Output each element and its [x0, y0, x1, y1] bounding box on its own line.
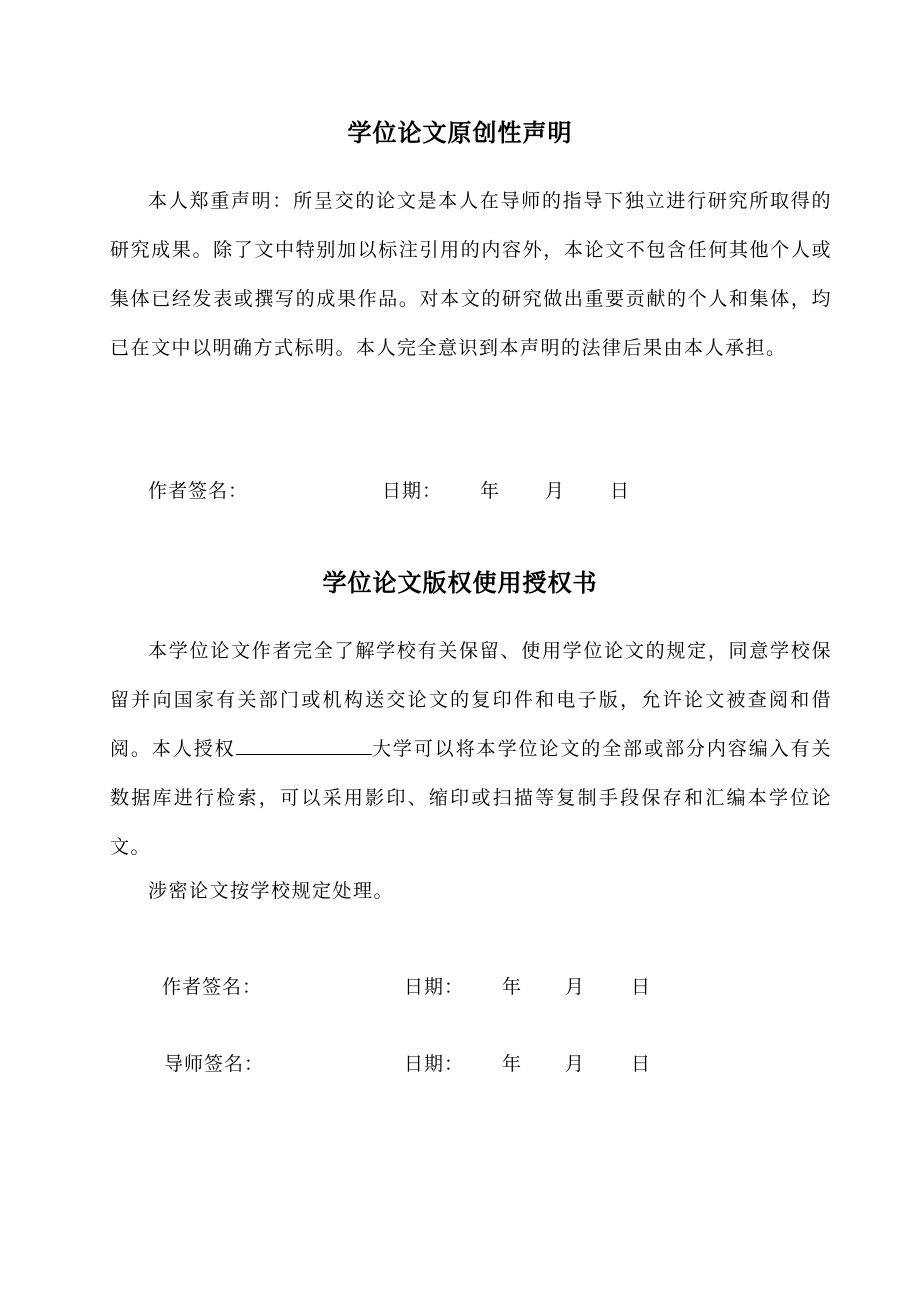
year-label: 年 — [502, 976, 523, 998]
authorization-statement — [110, 627, 832, 872]
day-label: 日 — [631, 976, 652, 998]
date-label: 日期： — [382, 480, 443, 502]
year-label: 年 — [480, 480, 501, 502]
month-label: 月 — [565, 1053, 586, 1075]
originality-title: 学位论文原创性声明 — [347, 119, 573, 147]
year-label: 年 — [502, 1053, 523, 1075]
author-signature-label: 作者签名： — [148, 480, 249, 502]
month-label: 月 — [545, 480, 566, 502]
authorization-author-signature-row — [0, 972, 920, 1002]
authorization-supervisor-signature-row — [0, 1049, 920, 1079]
classified-thesis-note: 涉密论文按学校规定处理。 — [148, 880, 395, 902]
date-label: 日期： — [404, 1053, 465, 1075]
author-signature-label: 作者签名： — [162, 976, 263, 998]
month-label: 月 — [565, 976, 586, 998]
date-label: 日期： — [404, 976, 465, 998]
authorization-title: 学位论文版权使用授权书 — [322, 569, 598, 597]
university-name-blank — [236, 736, 372, 755]
authorization-text-before-blank: 本学位论文作者完全了解学校有关保留、使用学位论文的规定，同意学校保留并向国家有关部门或机构送交论文的复印件和电子版，允许论文被查阅和借阅。本人授权 — [110, 640, 832, 760]
day-label: 日 — [610, 480, 631, 502]
originality-signature-row — [0, 476, 920, 506]
authorization-text-after-blank: 大学可以将本学位论文的全部或部分内容编入有关数据库进行检索，可以采用影印、缩印或扫描等复制手段保存和汇编本学位论文。 — [110, 738, 832, 858]
supervisor-signature-label: 导师签名： — [164, 1053, 265, 1075]
originality-statement: 本人郑重声明：所呈交的论文是本人在导师的指导下独立进行研究所取得的研究成果。除了文中特别加以标注引用的内容外，本论文不包含任何其他个人或集体已经发表或撰写的成果作品。对本文的研究做出重要贡献的个人和集体，均已在文中以明确方式标明。本人完全意识到本声明的法律后果由本人承担。 — [110, 190, 832, 359]
day-label: 日 — [631, 1053, 652, 1075]
